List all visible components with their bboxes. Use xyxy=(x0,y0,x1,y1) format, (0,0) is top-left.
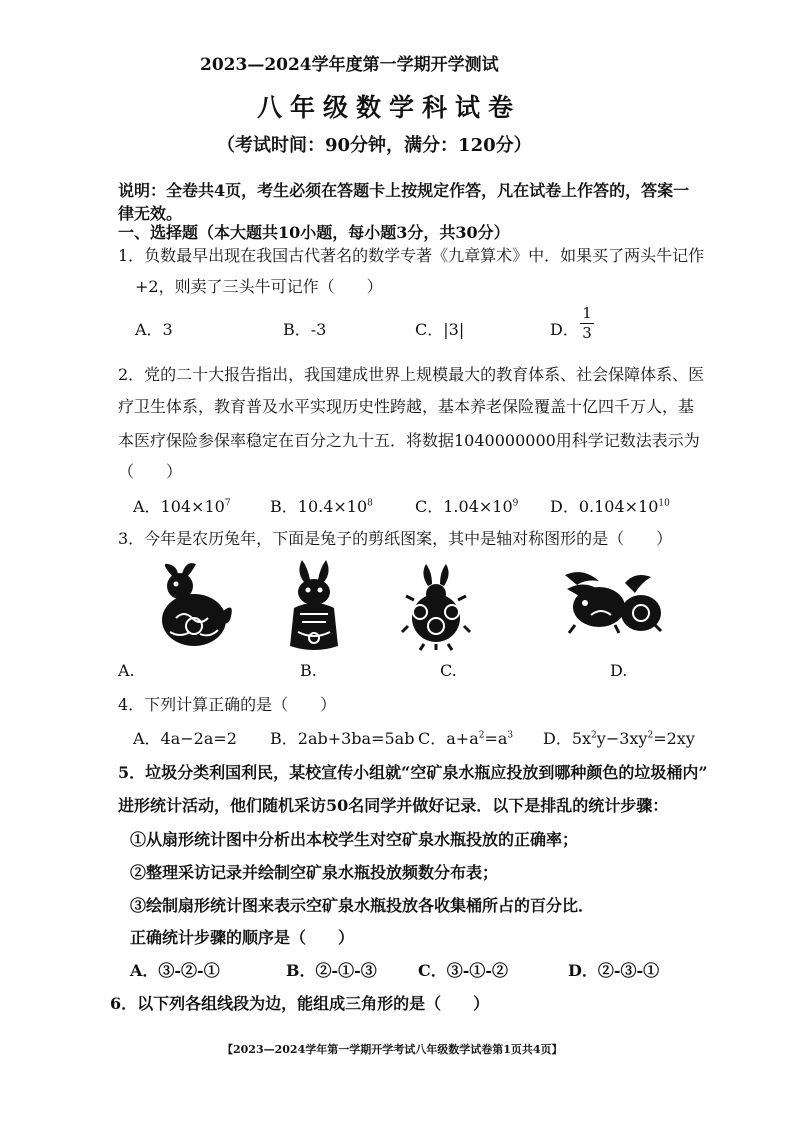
q1-option-a: A．3 xyxy=(135,320,173,339)
section-title: 一、选择题（本大题共10小题，每小题3分，共30分） xyxy=(118,223,510,242)
exam-subject-title: 八年级数学科试卷 xyxy=(257,93,522,122)
instructions-line2: 律无效。 xyxy=(118,204,183,223)
q1-option-c: C．|3| xyxy=(415,320,465,339)
q2-stem-line1: 2．党的二十大报告指出，我国建成世界上规模最大的教育体系、社会保障体系、医 xyxy=(118,365,705,384)
q1-option-d: D． xyxy=(550,320,579,339)
q4-option-d-exp2: 2 xyxy=(647,730,654,741)
q4-option-c-pre: C．a+a xyxy=(418,729,479,748)
q2-stem-line3: 本医疗保险参保率稳定在百分之九十五．将数据1040000000用科学记数法表示为 xyxy=(118,431,700,450)
q1-option-b: B．-3 xyxy=(283,320,327,339)
papercut-rabbit-b xyxy=(282,558,346,653)
q2-stem-line2: 疗卫生体系，教育普及水平实现历史性跨越，基本养老保险覆盖十亿四千万人，基 xyxy=(118,397,695,416)
instructions-line1: 说明：全卷共4页，考生必须在答题卡上按规定作答，凡在试卷上作答的，答案一 xyxy=(118,181,690,200)
q2-option-a xyxy=(133,494,231,517)
q4-option-c xyxy=(418,726,513,749)
fraction-denominator: 3 xyxy=(582,324,592,342)
q3-label-a: A. xyxy=(118,661,135,680)
q4-stem-line1: 4．下列计算正确的是（ ） xyxy=(118,695,337,714)
page-footer: 【2023—2024学年第一学期开学考试八年级数学试卷第1页共4页】 xyxy=(222,1043,563,1056)
q4-option-c-exp1: 2 xyxy=(478,730,485,741)
q5-stem-line2: 进形统计活动，他们随机采访50名同学并做好记录．以下是排乱的统计步骤： xyxy=(118,796,669,815)
q2-option-b-base: B．10.4×10 xyxy=(270,497,368,516)
fraction-numerator: 1 xyxy=(582,304,592,322)
q5-step-1: ①从扇形统计图中分析出本校学生对空矿泉水瓶投放的正确率； xyxy=(130,830,579,849)
q5-step-2: ②整理采访记录并绘制空矿泉水瓶投放频数分布表； xyxy=(130,863,499,882)
q3-stem-line1: 3．今年是农历兔年，下面是兔子的剪纸图案，其中是轴对称图形的是（ ） xyxy=(118,529,673,548)
q5-option-a: A．③-②-① xyxy=(130,961,220,980)
q4-option-d-mid: y−3xy xyxy=(596,729,648,748)
papercut-rabbit-d xyxy=(555,565,667,640)
papercut-rabbit-a xyxy=(150,560,240,650)
q5-option-b: B．②-①-③ xyxy=(286,961,377,980)
q5-question: 正确统计步骤的顺序是（ ） xyxy=(130,928,355,947)
q6-stem-line1: 6．以下列各组线段为边，能组成三角形的是（ ） xyxy=(110,994,490,1013)
q4-option-d-exp1: 2 xyxy=(591,730,597,741)
exam-time-info: （考试时间：90分钟，满分：120分） xyxy=(217,135,532,156)
papercut-rabbit-c xyxy=(400,560,472,652)
q1-stem-line1: 1．负数最早出现在我国古代著名的数学专著《九章算术》中．如果买了两头牛记作 xyxy=(118,246,705,265)
q4-option-d xyxy=(543,726,695,749)
q4-option-a: A．4a−2a=2 xyxy=(133,729,237,748)
q2-option-c xyxy=(415,494,518,517)
q5-option-d: D．②-③-① xyxy=(568,961,660,980)
q2-option-b xyxy=(270,494,373,517)
q3-label-d: D. xyxy=(610,661,628,680)
q1-stem-line2: +2，则卖了三头牛可记作（ ） xyxy=(135,277,383,296)
q3-label-c: C. xyxy=(440,661,457,680)
q2-option-a-base: A．104×10 xyxy=(133,497,225,516)
q2-option-a-exp: 7 xyxy=(224,498,231,509)
q4-option-d-post: =2xy xyxy=(653,729,695,748)
exam-term-title: 2023—2024学年度第一学期开学测试 xyxy=(200,55,499,75)
q4-option-b: B．2ab+3ba=5ab xyxy=(270,729,415,748)
q3-label-b: B. xyxy=(300,661,317,680)
q4-option-d-pre: D．5x xyxy=(543,729,592,748)
q5-option-c: C．③-①-② xyxy=(418,961,509,980)
q1-option-d-fraction xyxy=(580,305,594,342)
q2-stem-line4: （ ） xyxy=(118,462,183,481)
q4-option-c-mid: =a xyxy=(484,729,508,748)
q5-stem-line1: 5．垃圾分类利国利民，某校宣传小组就“空矿泉水瓶应投放到哪种颜色的垃圾桶内” xyxy=(118,763,708,782)
q2-option-d-exp: 10 xyxy=(658,498,670,509)
q5-step-3: ③绘制扇形统计图来表示空矿泉水瓶投放各收集桶所占的百分比． xyxy=(130,896,595,915)
q2-option-b-exp: 8 xyxy=(367,498,373,509)
q2-option-c-exp: 9 xyxy=(512,498,519,509)
q2-option-d-base: D．0.104×10 xyxy=(550,497,659,516)
q2-option-c-base: C．1.04×10 xyxy=(415,497,513,516)
q2-option-d xyxy=(550,494,670,517)
q4-option-c-exp2: 3 xyxy=(507,730,514,741)
